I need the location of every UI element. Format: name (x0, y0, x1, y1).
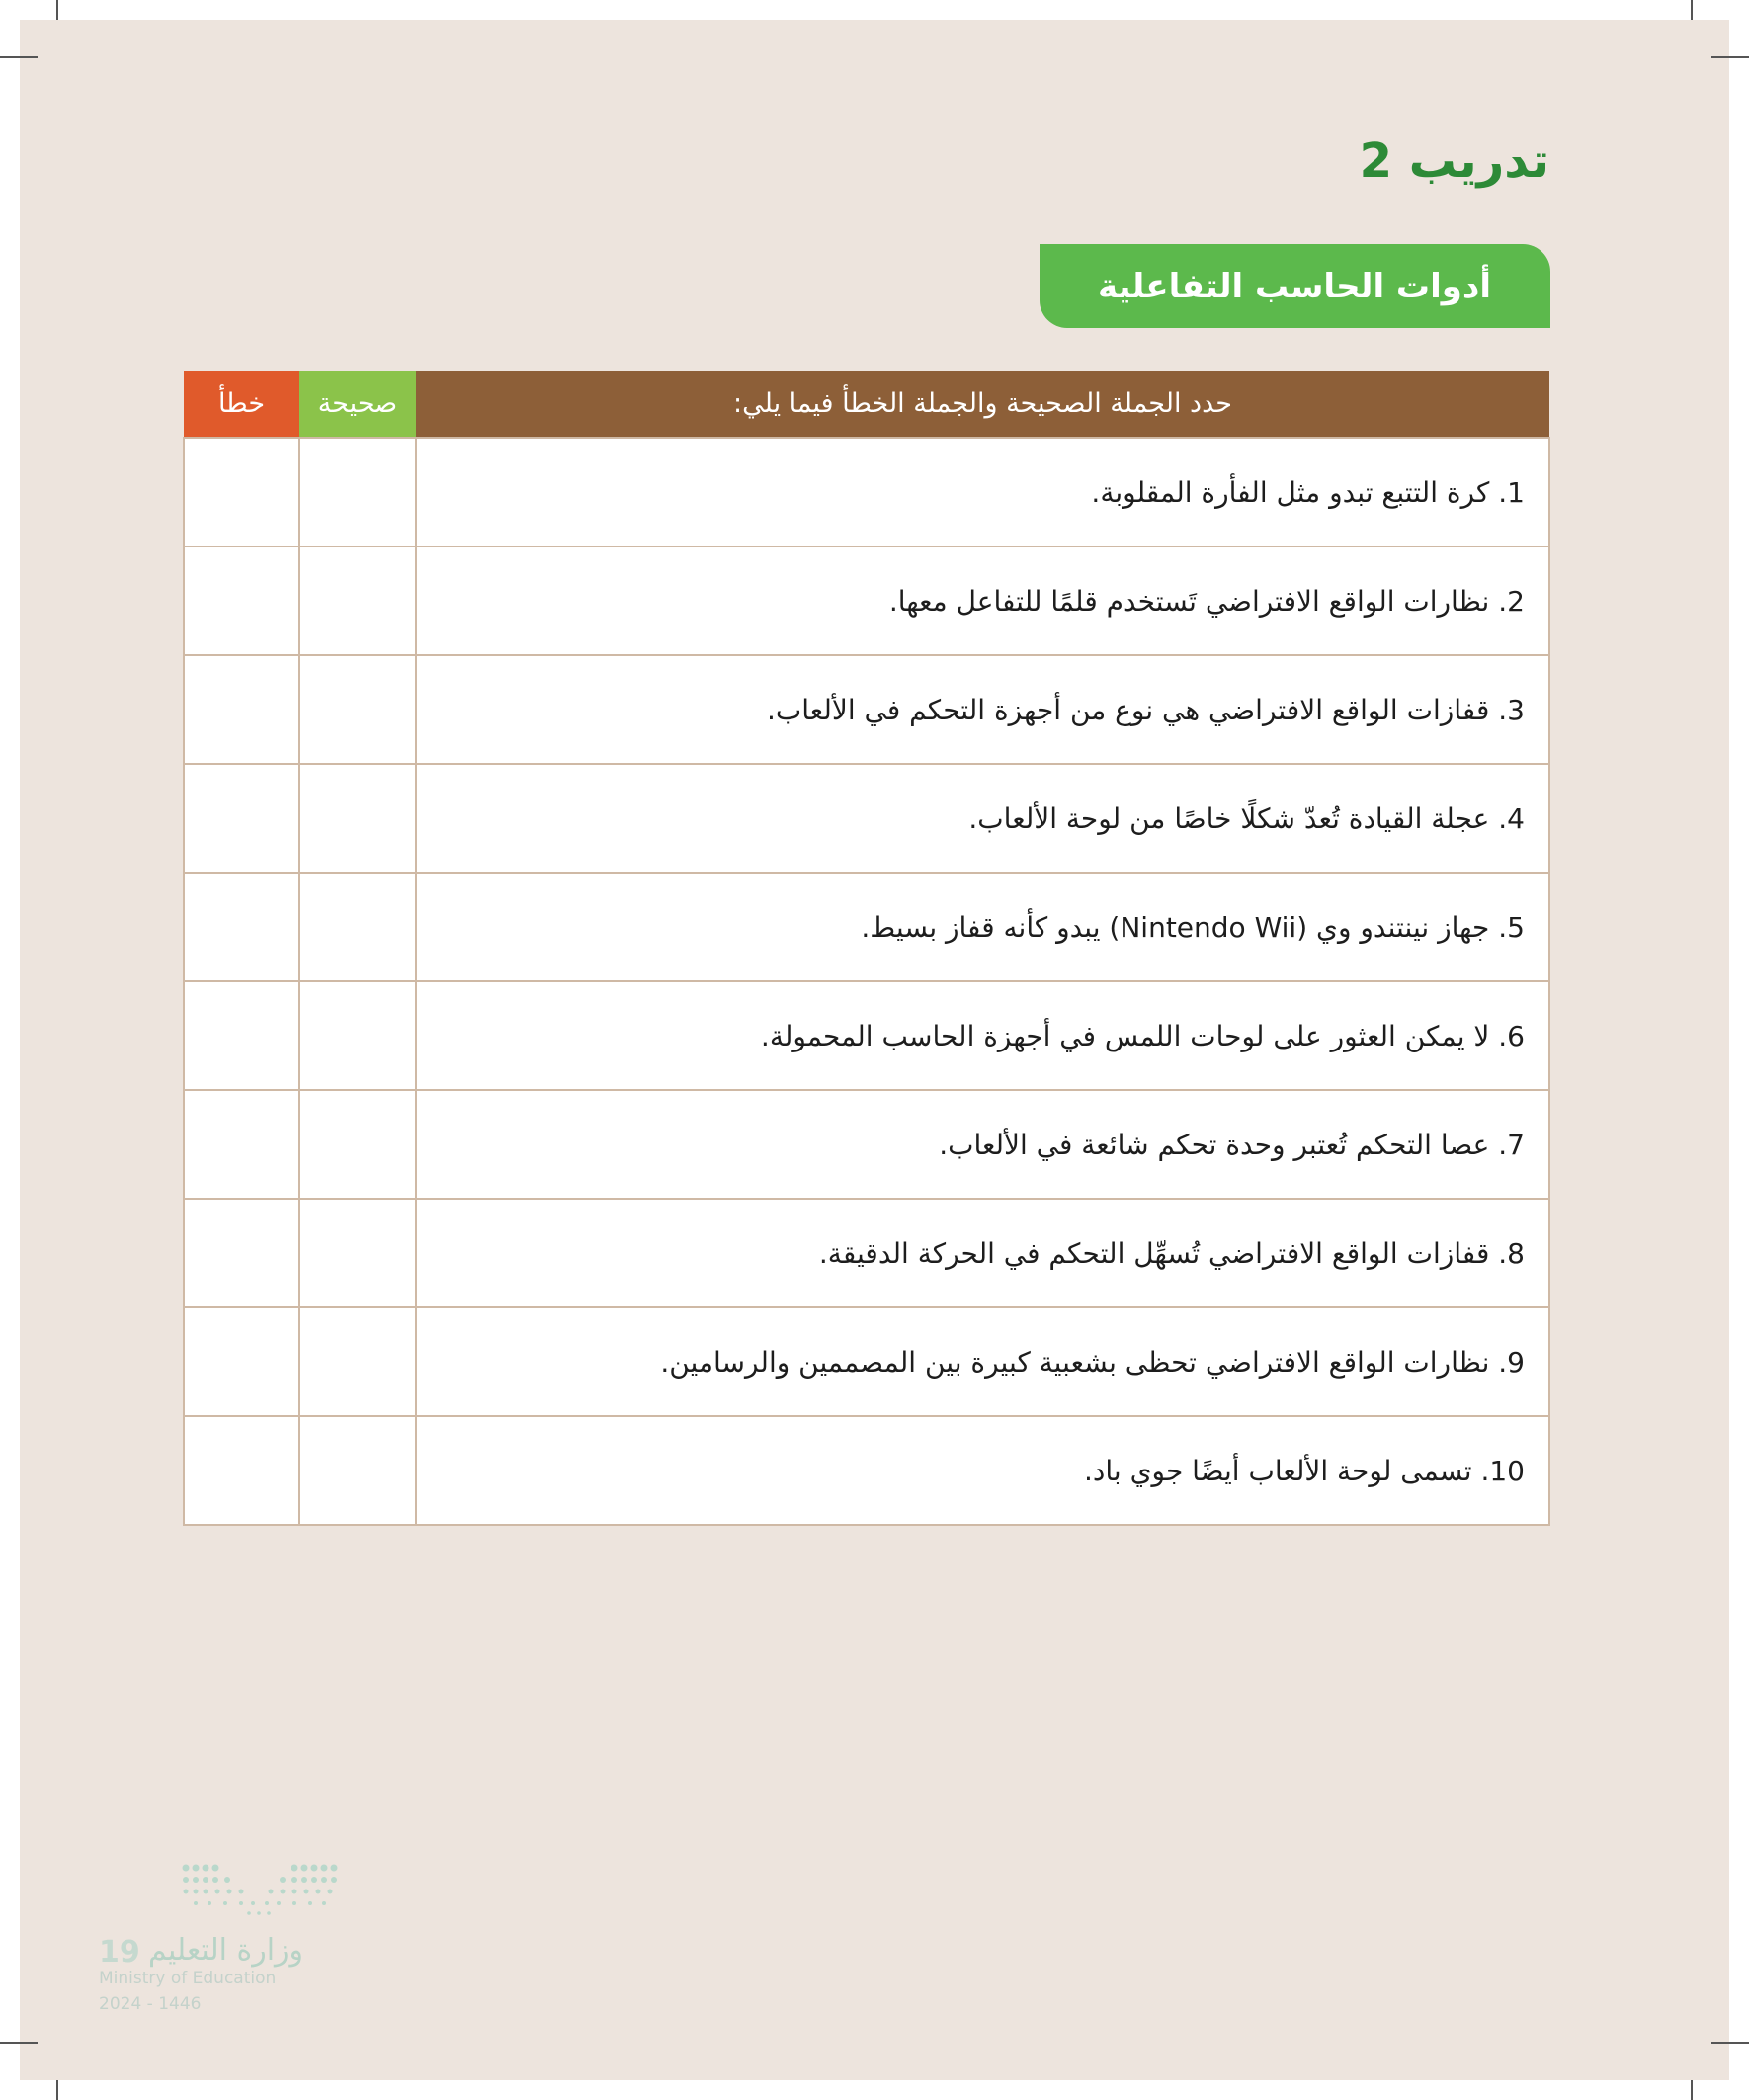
table-row (184, 655, 1549, 764)
header-false: خطأ (184, 371, 299, 438)
statement-text: نظارات الواقع الافتراضي تَستخدم قلمًا للتفاعل معها. (888, 584, 1490, 618)
statement-cell (416, 1090, 1549, 1199)
crop-mark (1711, 2042, 1749, 2044)
crop-mark (1711, 56, 1749, 58)
statement-cell (416, 764, 1549, 873)
true-answer-cell[interactable] (299, 655, 416, 764)
table-row (184, 546, 1549, 655)
false-answer-cell[interactable] (184, 1416, 299, 1525)
statement-text: تسمى لوحة الألعاب أيضًا جوي باد. (1083, 1454, 1472, 1487)
statement-number: 8. (1498, 1236, 1525, 1270)
statement-text: نظارات الواقع الافتراضي تحظى بشعبية كبيرة بين المصممين والرسامين. (660, 1345, 1490, 1379)
true-false-table (183, 371, 1550, 1526)
table-row (184, 1199, 1549, 1307)
false-answer-cell[interactable] (184, 1307, 299, 1416)
crop-mark (56, 0, 58, 20)
statement-number: 2. (1498, 584, 1525, 618)
table-row (184, 438, 1549, 546)
true-answer-cell[interactable] (299, 1307, 416, 1416)
statement-text: عجلة القيادة تُعدّ شكلًا خاصًا من لوحة الألعاب. (968, 801, 1490, 835)
statement-cell (416, 1416, 1549, 1525)
statement-text: كرة التتبع تبدو مثل الفأرة المقلوبة. (1091, 475, 1490, 509)
page-number: 19 (99, 1935, 140, 1970)
statement-text: عصا التحكم تُعتبر وحدة تحكم شائعة في الألعاب. (939, 1128, 1490, 1161)
statement-number: 9. (1498, 1345, 1525, 1379)
ministry-name-arabic: وزارة التعليم (148, 1933, 304, 1968)
true-answer-cell[interactable] (299, 1090, 416, 1199)
statement-text: قفازات الواقع الافتراضي هي نوع من أجهزة التحكم في الألعاب. (767, 693, 1490, 726)
statement-number: 1. (1498, 475, 1525, 509)
false-answer-cell[interactable] (184, 873, 299, 981)
statement-cell (416, 1199, 1549, 1307)
crop-mark (0, 56, 38, 58)
statement-number: 7. (1498, 1128, 1525, 1161)
statement-number: 5. (1498, 910, 1525, 944)
statement-cell (416, 873, 1549, 981)
section-title: أدوات الحاسب التفاعلية (1098, 266, 1491, 306)
statement-text: قفازات الواقع الافتراضي تُسهِّل التحكم في الحركة الدقيقة. (818, 1236, 1490, 1270)
statement-cell (416, 438, 1549, 546)
false-answer-cell[interactable] (184, 764, 299, 873)
statement-cell (416, 981, 1549, 1090)
table-row (184, 1416, 1549, 1525)
true-answer-cell[interactable] (299, 1199, 416, 1307)
true-answer-cell[interactable] (299, 1416, 416, 1525)
false-answer-cell[interactable] (184, 1090, 299, 1199)
table-row (184, 981, 1549, 1090)
false-answer-cell[interactable] (184, 655, 299, 764)
statement-text: جهاز نينتندو وي (Nintendo Wii) يبدو كأنه قفاز بسيط. (861, 910, 1490, 944)
true-answer-cell[interactable] (299, 873, 416, 981)
header-question: حدد الجملة الصحيحة والجملة الخطأ فيما يلي: (416, 371, 1549, 438)
ministry-name-english: Ministry of Education (99, 1969, 277, 1988)
statement-cell (416, 655, 1549, 764)
statement-number: 10. (1480, 1454, 1525, 1487)
statement-text: لا يمكن العثور على لوحات اللمس في أجهزة الحاسب المحمولة. (760, 1019, 1490, 1052)
section-banner (1040, 244, 1550, 328)
false-answer-cell[interactable] (184, 1199, 299, 1307)
page-title: تدريب 2 (1359, 133, 1549, 189)
statement-number: 3. (1498, 693, 1525, 726)
false-answer-cell[interactable] (184, 981, 299, 1090)
crop-mark (1691, 2080, 1693, 2100)
table-row (184, 1307, 1549, 1416)
true-answer-cell[interactable] (299, 546, 416, 655)
true-answer-cell[interactable] (299, 981, 416, 1090)
crop-mark (1691, 0, 1693, 20)
ministry-logo-icon (180, 1860, 348, 1919)
crop-mark (56, 2080, 58, 2100)
statement-number: 4. (1498, 801, 1525, 835)
false-answer-cell[interactable] (184, 546, 299, 655)
table-row (184, 873, 1549, 981)
statement-cell (416, 546, 1549, 655)
statement-number: 6. (1498, 1019, 1525, 1052)
false-answer-cell[interactable] (184, 438, 299, 546)
true-answer-cell[interactable] (299, 438, 416, 546)
edition-year: 2024 - 1446 (99, 1994, 202, 2014)
header-true: صحيحة (299, 371, 416, 438)
crop-mark (0, 2042, 38, 2044)
table-header-row (184, 371, 1549, 438)
statement-cell (416, 1307, 1549, 1416)
table-row (184, 764, 1549, 873)
true-answer-cell[interactable] (299, 764, 416, 873)
table-row (184, 1090, 1549, 1199)
